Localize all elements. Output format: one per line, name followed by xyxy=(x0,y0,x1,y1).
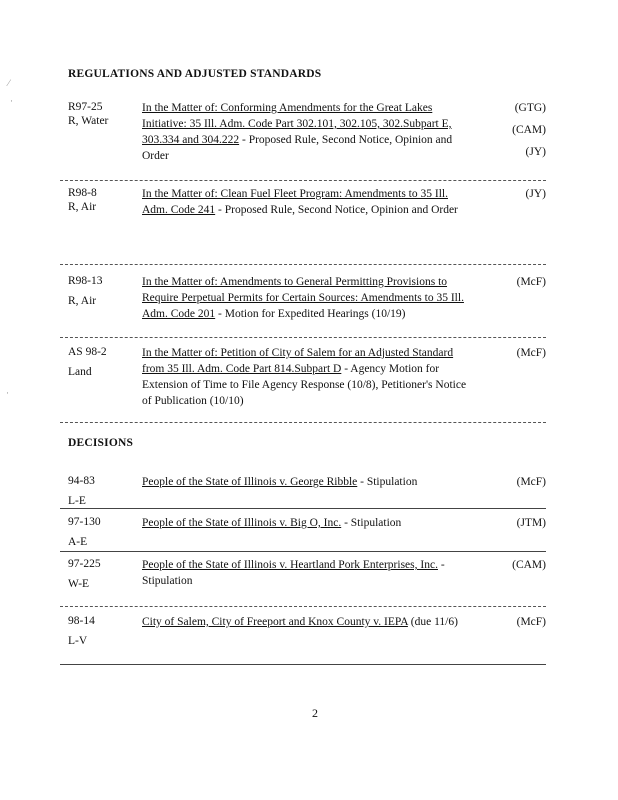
matter-title: City of Salem, City of Freeport and Knox County v. IEPA xyxy=(142,616,408,628)
matter-title: In the Matter of: Clean Fuel Fleet Program: Amendments to 35 Ill. Adm. Code 241 xyxy=(142,188,448,216)
regulation-entry xyxy=(68,186,546,236)
matter-detail: (due 11/6) xyxy=(407,616,458,628)
divider xyxy=(60,422,546,423)
divider xyxy=(60,606,546,607)
matter-description xyxy=(142,186,468,218)
staff-initials: (CAM) xyxy=(512,559,546,571)
docket-number: 98-14 L-V xyxy=(68,615,95,647)
matter-description xyxy=(142,345,468,409)
matter-title: People of the State of Illinois v. George Ribble xyxy=(142,476,358,488)
regulation-entry xyxy=(68,274,546,324)
staff-initials: (McF) xyxy=(516,347,546,359)
regulations-heading: REGULATIONS AND ADJUSTED STANDARDS xyxy=(68,68,322,80)
matter-title: People of the State of Illinois v. Big O, Inc. xyxy=(142,517,342,529)
matter-description xyxy=(142,100,468,164)
regulation-entry xyxy=(68,345,546,409)
staff-initials: (GTG) (CAM) (JY) xyxy=(512,102,546,158)
decisions-heading: DECISIONS xyxy=(68,437,134,449)
staff-initials: (JTM) xyxy=(516,517,546,529)
scan-mark: ⁄ xyxy=(8,78,10,88)
divider xyxy=(60,664,546,665)
divider xyxy=(60,180,546,181)
divider xyxy=(60,264,546,265)
decision-entry xyxy=(68,515,546,549)
scan-mark: · xyxy=(10,96,13,106)
scan-mark: · xyxy=(6,388,9,398)
matter-description xyxy=(142,557,468,589)
page-number: 2 xyxy=(312,706,318,720)
decision-entry xyxy=(68,614,546,664)
staff-initials: (McF) xyxy=(516,276,546,288)
decision-entry xyxy=(68,557,546,597)
divider xyxy=(60,551,546,552)
matter-detail: - Stipulation xyxy=(357,476,418,488)
divider xyxy=(60,337,546,338)
matter-title: In the Matter of: Conforming Amendments for the Great Lakes Initiative: 35 Ill. Adm. Code Part 302.101, 302.105, 302.Subpart E, 303.334 and 304.222 xyxy=(142,102,452,146)
matter-title: In the Matter of: Petition of City of Salem for an Adjusted Standard from 35 Ill. Adm. Code Part 814.Subpart D xyxy=(142,347,454,375)
staff-initials: (McF) xyxy=(516,616,546,628)
docket-number: 94-83 L-E xyxy=(68,475,95,507)
matter-detail: - Agency Motion for Extension of Time to File Agency Response (10/8), Petitioner's Notice of Publication (10/10) xyxy=(142,363,467,407)
matter-detail: - Stipulation xyxy=(142,559,445,587)
staff-initials: (McF) xyxy=(516,476,546,488)
decision-entry xyxy=(68,474,546,508)
regulation-entry xyxy=(68,100,546,170)
matter-description xyxy=(142,515,468,531)
matter-detail: - Proposed Rule, Second Notice, Opinion and Order xyxy=(142,134,453,162)
matter-detail: - Proposed Rule, Second Notice, Opinion and Order xyxy=(215,204,458,216)
staff-initials: (JY) xyxy=(525,188,546,200)
matter-detail: - Motion for Expedited Hearings (10/19) xyxy=(215,308,406,320)
docket-number: R98-8 R, Air xyxy=(68,187,97,213)
docket-number: R97-25 R, Water xyxy=(68,101,109,127)
docket-number: R98-13 R, Air xyxy=(68,275,103,307)
matter-detail: - Stipulation xyxy=(341,517,402,529)
matter-description xyxy=(142,474,468,490)
docket-number: 97-225 W-E xyxy=(68,558,101,590)
docket-number: 97-130 A-E xyxy=(68,516,101,548)
matter-description xyxy=(142,274,468,322)
matter-title: In the Matter of: Amendments to General Permitting Provisions to Require Perpetual Permits for Certain Sources: Amendments to 35 Ill. Adm. Code 201 xyxy=(142,276,464,320)
matter-title: People of the State of Illinois v. Heartland Pork Enterprises, Inc. xyxy=(142,559,438,571)
divider xyxy=(60,508,546,509)
docket-number: AS 98-2 Land xyxy=(68,346,107,378)
matter-description xyxy=(142,614,468,630)
